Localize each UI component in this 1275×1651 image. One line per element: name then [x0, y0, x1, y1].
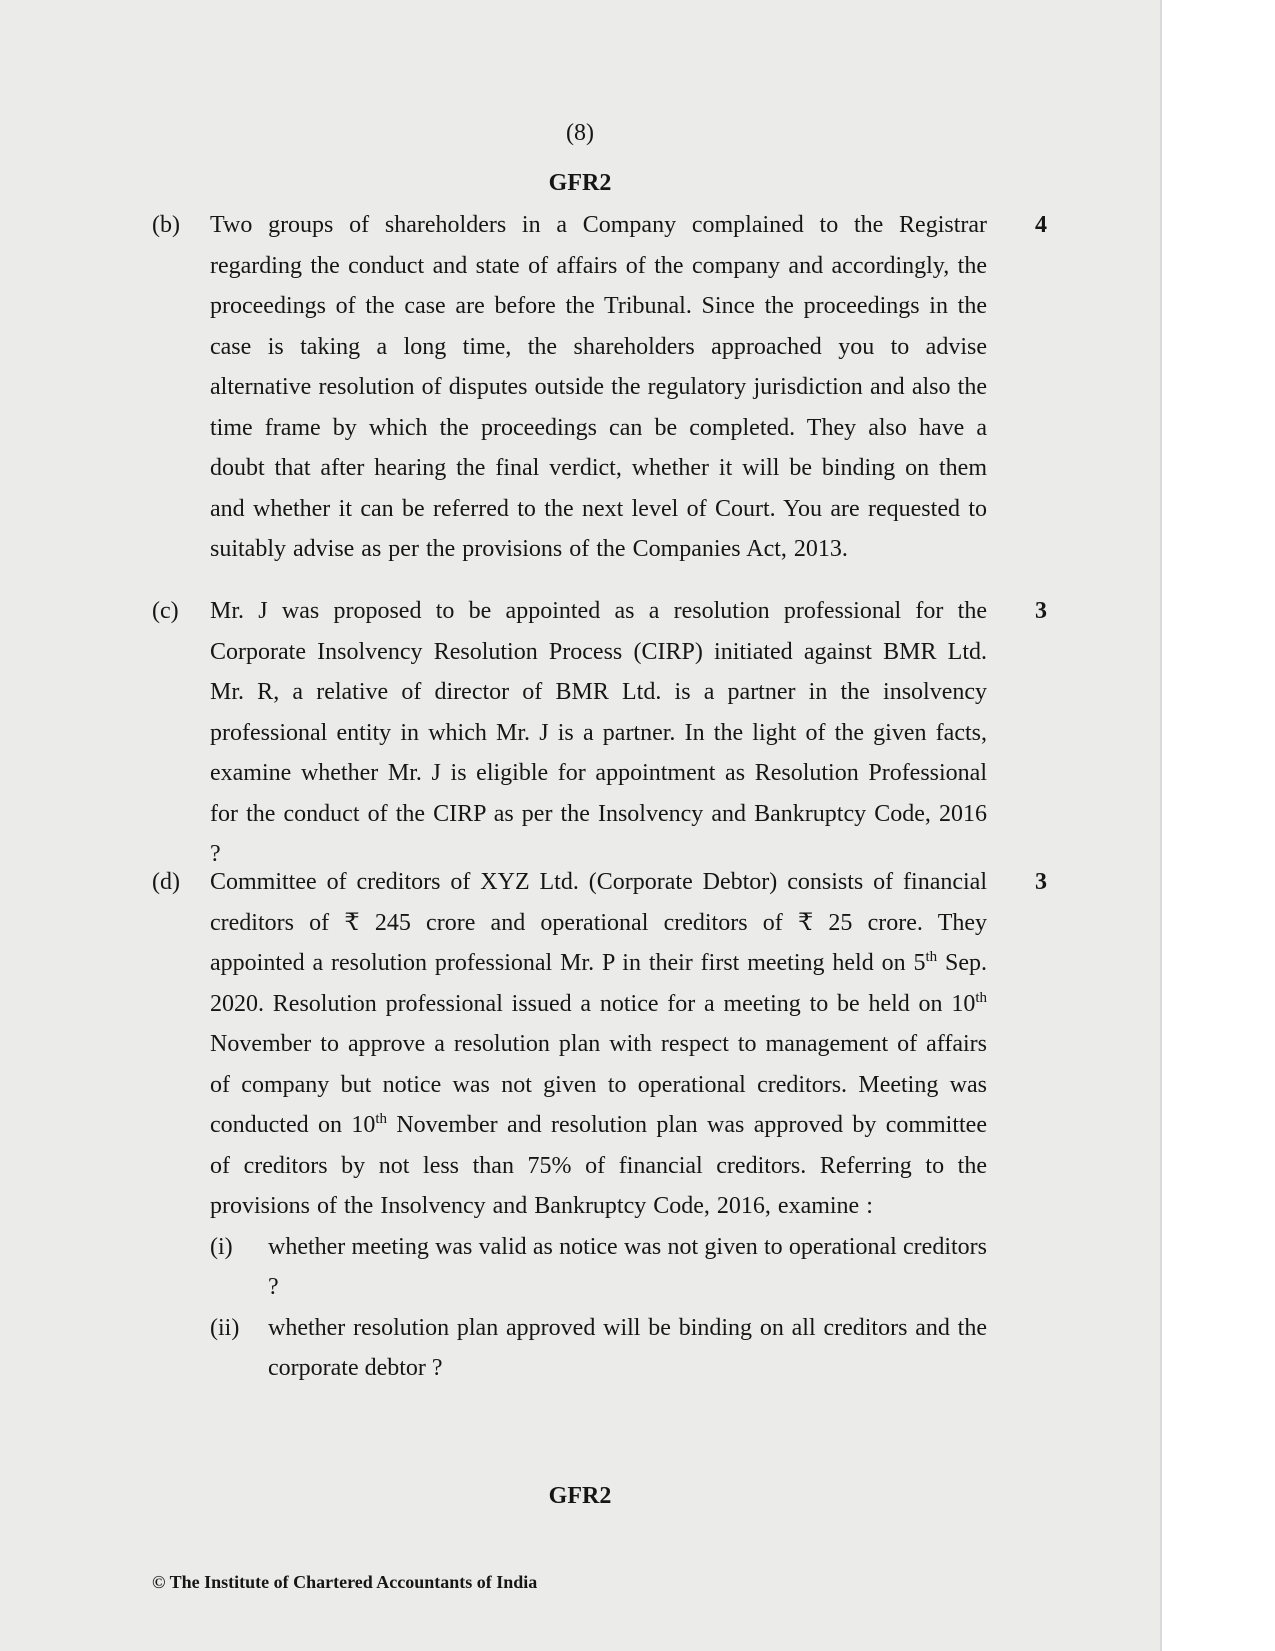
sub-question-ii-text: whether resolution plan approved will be binding on all creditors and the corporate debtor ? — [268, 1314, 987, 1381]
sub-question-ii-label: (ii) — [210, 1314, 240, 1341]
question-b-text: Two groups of shareholders in a Company complained to the Registrar regarding the conduct and state of affairs of the company and accordingly, the proceedings of the case are before the Tribunal. Since the proceedings in the case is taking a long time, the shareholders approached you to advise alternative resolution of disputes outside the regulatory jurisdiction and also the time frame by which the proceedings can be completed. They also have a doubt that after hearing the final verdict, whether it will be binding on them and whether it can be referred to the next level of Court. You are requested to suitably advise as per the provisions of the Companies Act, 2013. — [210, 212, 987, 562]
ordinal-suffix: th — [375, 1111, 387, 1127]
question-b-marks: 4 — [1035, 212, 1047, 238]
question-d-text-part: Sep. 2020. Resolution professional issued a notice for a meeting to be held on 10 — [210, 950, 987, 1017]
question-d-text — [210, 862, 987, 1227]
question-c-label: (c) — [152, 598, 179, 624]
question-d-marks: 3 — [1035, 869, 1047, 895]
question-d-sub-list — [210, 1227, 987, 1389]
ordinal-suffix: th — [925, 949, 938, 965]
page-number: (8) — [566, 120, 594, 146]
sub-question-i — [210, 1227, 987, 1308]
question-b-label: (b) — [152, 212, 180, 238]
ordinal-suffix: th — [975, 989, 987, 1006]
footer-paper-code: GFR2 — [548, 1483, 612, 1509]
copyright-notice: © The Institute of Chartered Accountants of India — [152, 1572, 538, 1592]
sub-question-i-text: whether meeting was valid as notice was not given to operational creditors ? — [268, 1233, 987, 1300]
sub-question-ii — [210, 1308, 987, 1389]
question-d-text-part: November to approve a resolution plan with respect to management of affairs of company but notice was not given to operational creditors. Meeting was conducted on 10 — [210, 1031, 987, 1138]
question-d-text-part: Committee of creditors of XYZ Ltd. (Corporate Debtor) consists of financial creditors of ₹ 245 crore and operational creditors of ₹ 25 crore. They appointed a resolution professional Mr. P in their first meeting held on 5 — [210, 869, 987, 976]
question-d-label: (d) — [152, 869, 180, 895]
sub-question-i-label: (i) — [210, 1233, 233, 1260]
question-c — [152, 591, 1047, 875]
question-c-marks: 3 — [1035, 598, 1047, 624]
header-paper-code: GFR2 — [548, 170, 612, 196]
question-c-text: Mr. J was proposed to be appointed as a resolution professional for the Corporate Insolvency Resolution Process (CIRP) initiated against BMR Ltd. Mr. R, a relative of director of BMR Ltd. is a partner in the insolvency professional entity in which Mr. J is a partner. In the light of the given facts, examine whether Mr. J is eligible for appointment as Resolution Professional for the conduct of the CIRP as per the Insolvency and Bankruptcy Code, 2016 ? — [210, 598, 987, 867]
question-d — [152, 862, 1047, 1389]
question-b — [152, 205, 1047, 570]
question-d-text-part: November and resolution plan was approved by committee of creditors by not less than 75% of financial creditors. Referring to the provisions of the Insolvency and Bankruptcy Code, 2016, examine : — [210, 1112, 987, 1219]
